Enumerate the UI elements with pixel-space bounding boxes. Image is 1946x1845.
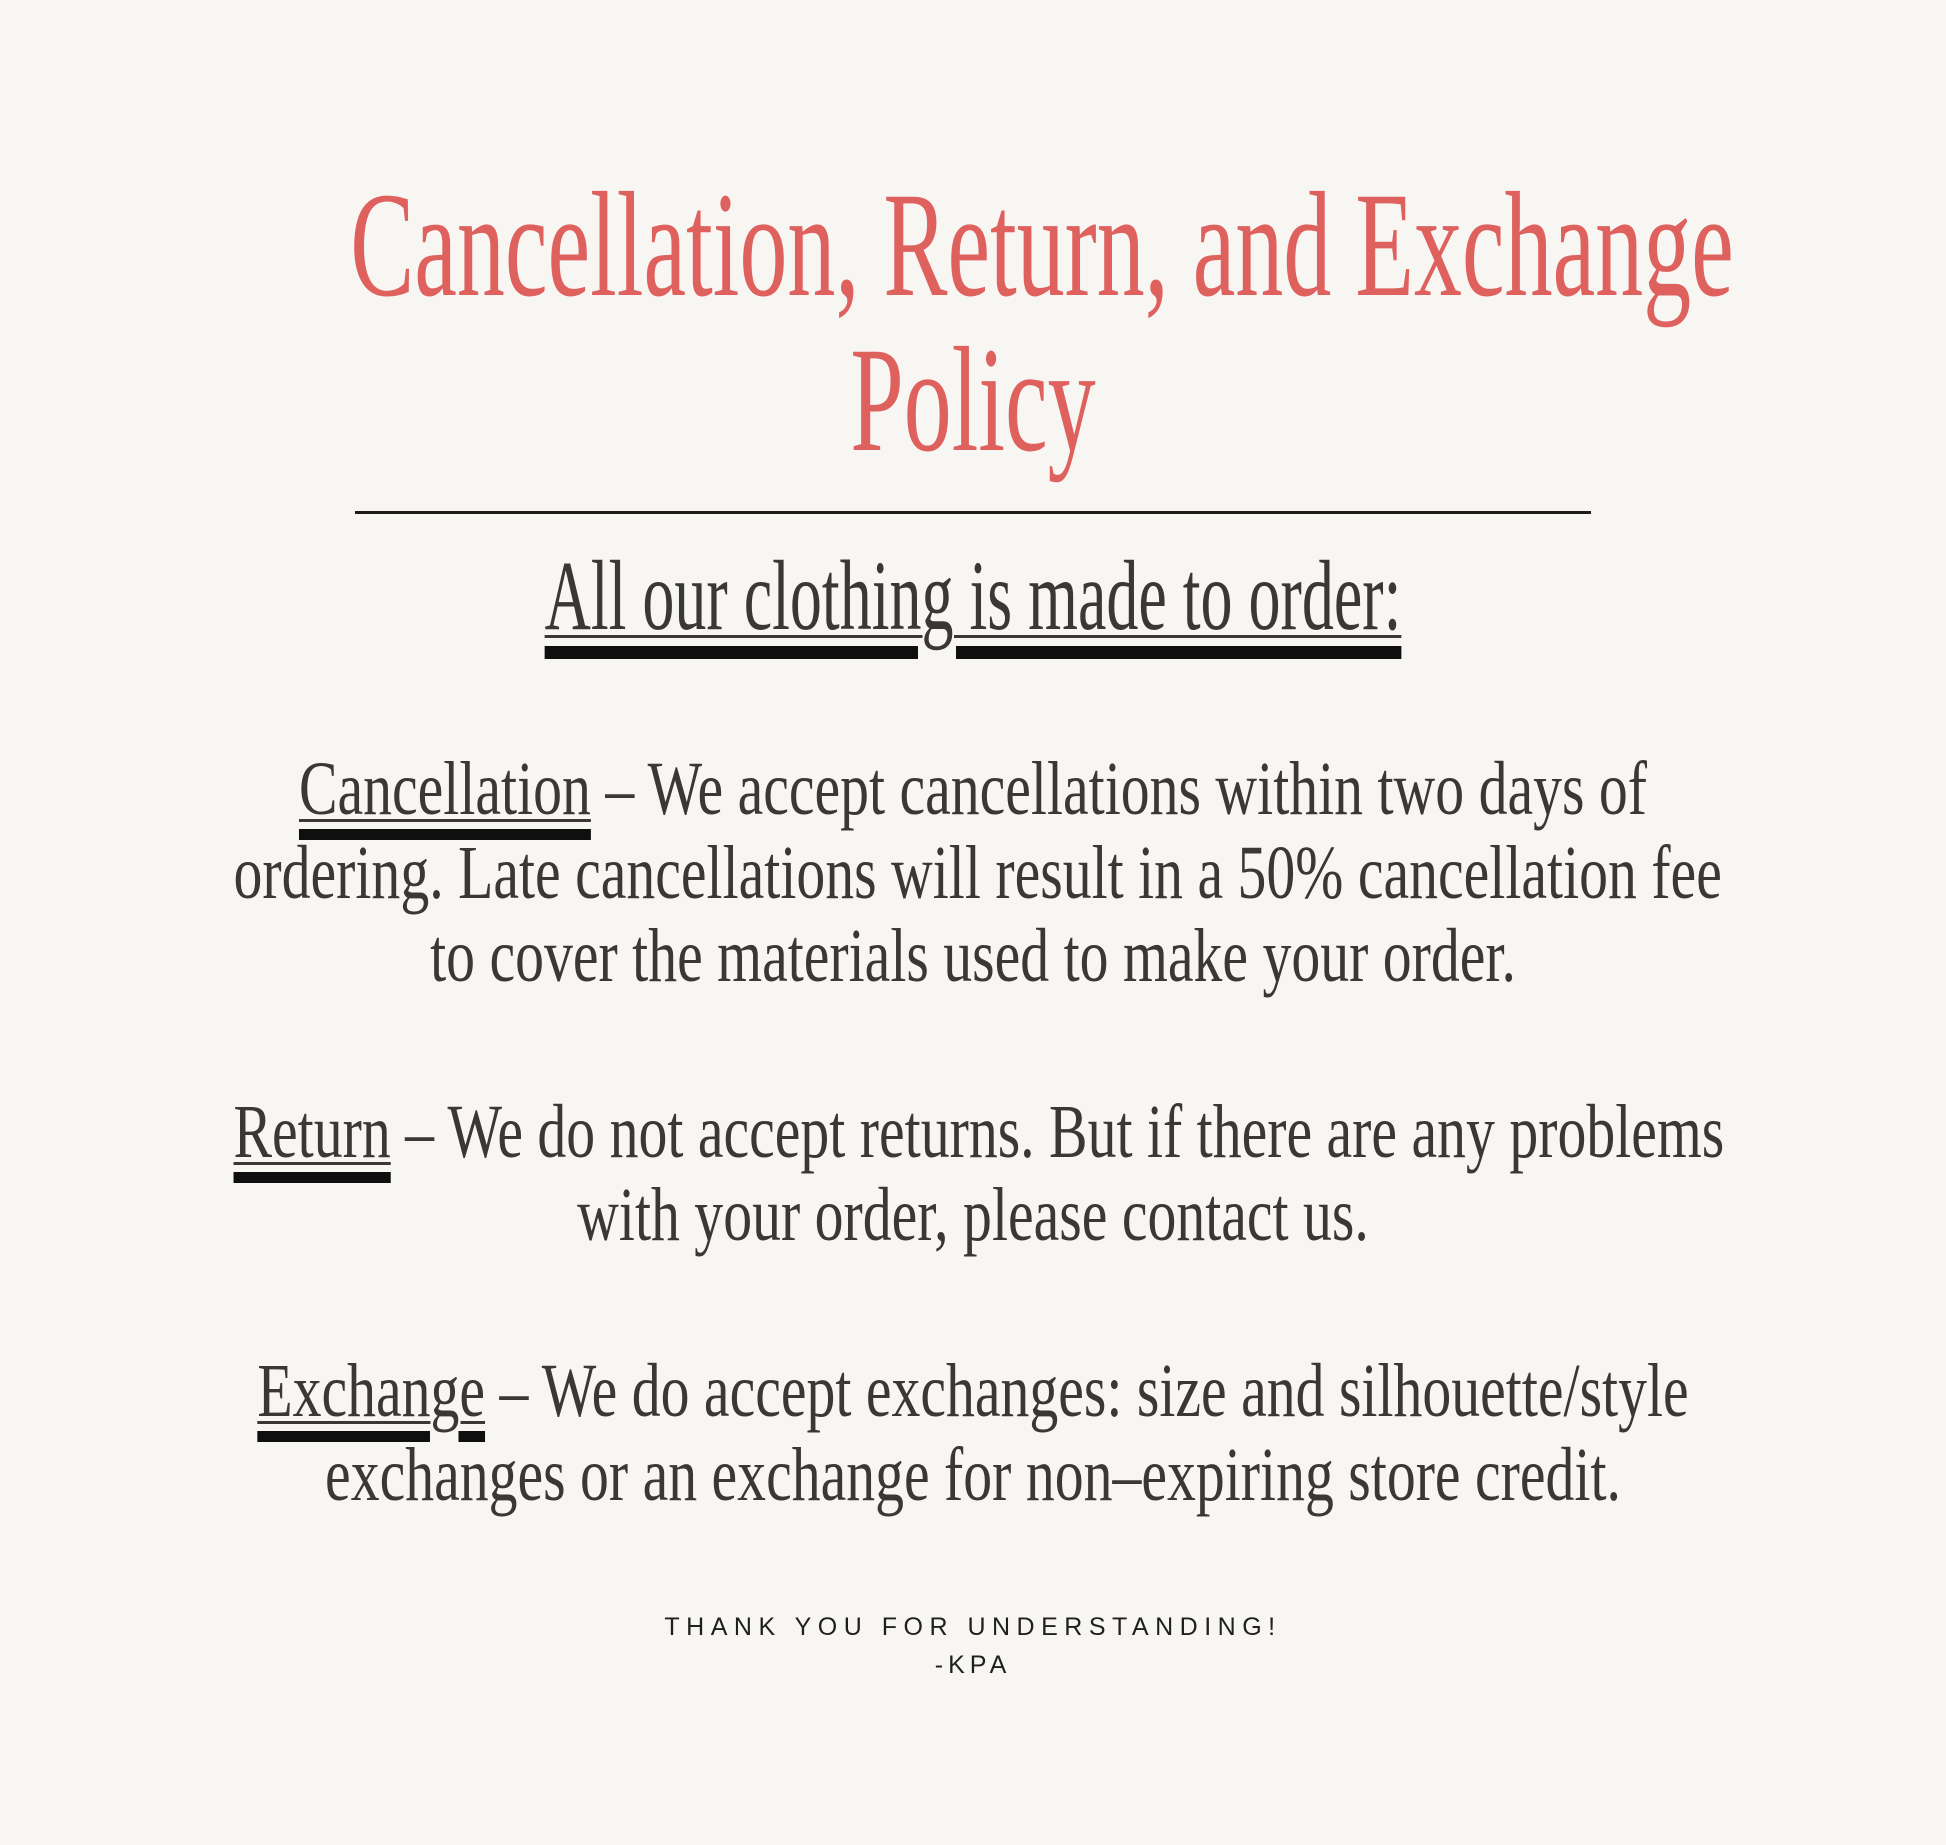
policy-section-exchange xyxy=(234,1350,1713,1517)
footer-thanks-text: THANK YOU FOR UNDERSTANDING! xyxy=(664,1613,1282,1642)
policy-term-return: Return xyxy=(233,1089,391,1174)
policy-section-cancellation xyxy=(233,747,1722,999)
policy-section-return xyxy=(233,1089,1725,1258)
page-title-line-1: Cancellation, Return, and Exchange xyxy=(350,162,1734,328)
policy-term-exchange: Exchange xyxy=(257,1348,486,1433)
policy-text: – We accept cancellations within two days of xyxy=(590,747,1648,831)
policy-line: ordering. Late cancellations will result in a 50% cancellation fee xyxy=(233,830,1722,915)
policy-line: to cover the materials used to make your order. xyxy=(430,914,1516,999)
subtitle-underline xyxy=(545,540,1402,651)
subtitle-heading xyxy=(350,540,1595,652)
term-underline xyxy=(257,1349,485,1433)
page-title-line-2: Policy xyxy=(850,316,1096,483)
footer xyxy=(0,1613,1946,1680)
policy-line: exchanges or an exchange for non–expiring store credit. xyxy=(325,1432,1621,1517)
policy-line xyxy=(233,1089,1725,1175)
policy-term-cancellation: Cancellation xyxy=(298,747,591,831)
term-underline xyxy=(234,1090,391,1174)
title-divider xyxy=(355,511,1591,514)
page-title xyxy=(350,0,1734,483)
policy-line: with your order, please contact us. xyxy=(577,1173,1369,1258)
policy-line xyxy=(234,1350,1713,1434)
policy-text: – We do not accept returns. But if there are any problems xyxy=(390,1089,1725,1174)
policy-text: – We do accept exchanges: size and silhouette/style xyxy=(485,1348,1689,1433)
policy-line xyxy=(234,748,1713,832)
subtitle-text: All our clothing is made to order: xyxy=(544,540,1402,651)
footer-signature: -KPA xyxy=(934,1651,1012,1680)
term-underline xyxy=(299,747,591,831)
